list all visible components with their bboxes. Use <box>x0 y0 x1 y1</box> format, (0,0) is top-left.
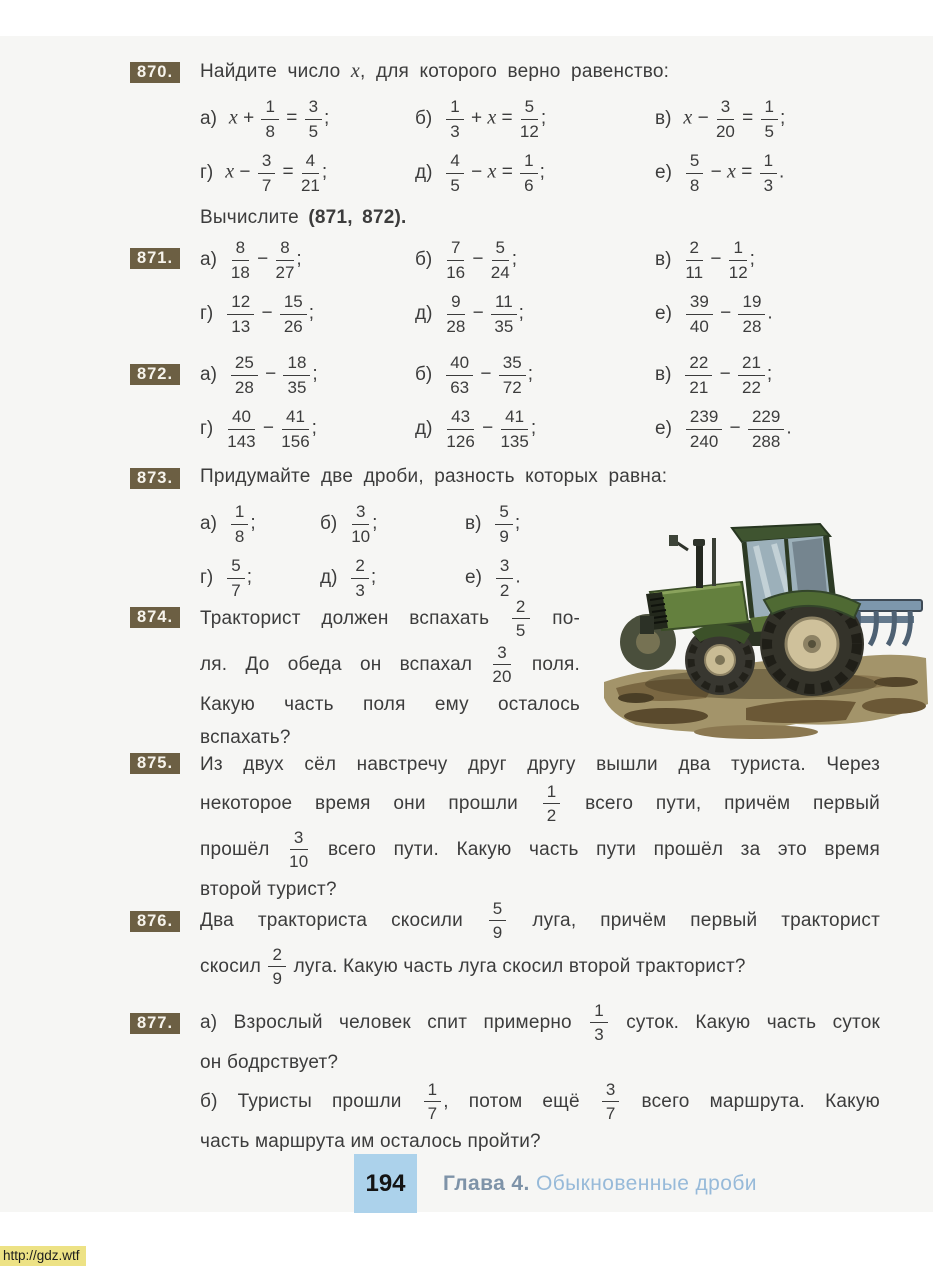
problem-line: а) Взрослый человек спит примерно $\frac{1}{3}$ суток. Какую часть суток <box>200 1001 880 1045</box>
equation-cell <box>415 146 655 200</box>
fraction <box>275 238 294 281</box>
denominator: 288 <box>751 431 781 451</box>
equation-row <box>200 287 880 341</box>
item-label: е) <box>655 162 672 183</box>
fraction <box>512 597 530 640</box>
equation: $\frac{1}{3}$ + x = $\frac{5}{12}$ ; <box>444 97 546 140</box>
denominator: 3 <box>763 175 774 195</box>
fraction <box>283 353 310 396</box>
fraction <box>446 292 465 335</box>
problem-line: вспахать? <box>200 727 291 748</box>
item-label: е) <box>465 567 482 588</box>
numerator: 2 <box>268 945 286 967</box>
equation: $\frac{2}{3}$ ; <box>349 556 376 599</box>
problem-intro: Придумайте две дроби, разность которых равна: <box>200 466 668 487</box>
item-label: в) <box>655 249 672 270</box>
item-label: г) <box>200 303 214 324</box>
fraction <box>281 407 309 450</box>
item-label: д) <box>415 162 433 183</box>
problem-body <box>200 56 880 200</box>
denominator: 2 <box>499 580 510 600</box>
fraction <box>446 407 474 450</box>
equation-cell <box>655 146 784 200</box>
problem-line: б) Туристы прошли $\frac{1}{7}$ , потом ещё $\frac{3}{7}$ всего маршрута. Какую <box>200 1080 880 1124</box>
equation-grid <box>200 233 880 341</box>
fraction <box>761 97 778 140</box>
numerator: 1 <box>543 782 561 804</box>
numerator: 35 <box>499 353 526 375</box>
numerator: 39 <box>686 292 713 314</box>
fraction <box>496 556 513 599</box>
tractor-svg <box>596 492 932 750</box>
equation-row <box>200 233 880 287</box>
math-variable: x <box>487 161 497 184</box>
denominator: 40 <box>689 316 709 336</box>
fraction <box>261 97 278 140</box>
equation-cell <box>415 402 655 456</box>
chapter-number: Глава 4. <box>443 1172 530 1195</box>
item-label: а) <box>200 249 217 270</box>
fraction <box>446 238 465 281</box>
item-label: г) <box>200 162 214 183</box>
numerator: 3 <box>602 1080 620 1102</box>
chapter-title <box>443 1172 757 1196</box>
denominator: 27 <box>275 262 295 282</box>
numerator: 5 <box>489 899 507 921</box>
numerator: 5 <box>227 556 244 578</box>
denominator: 7 <box>605 1104 616 1124</box>
calc-heading-normal: Вычислите <box>200 207 309 228</box>
numerator: 5 <box>686 151 703 173</box>
denominator: 5 <box>764 121 775 141</box>
denominator: 3 <box>594 1025 604 1045</box>
problem-body <box>200 898 880 990</box>
problem-line: Тракторист должен вспахать $\frac{2}{5}$ по- <box>200 597 580 641</box>
problem-number-badge: 874. <box>130 607 180 628</box>
fraction <box>305 97 322 140</box>
numerator: 3 <box>352 502 369 524</box>
problem-872 <box>130 348 880 456</box>
item-label: б) <box>415 249 433 270</box>
equation-cell <box>465 497 520 551</box>
numerator: 22 <box>685 353 712 375</box>
denominator: 24 <box>490 262 510 282</box>
fraction <box>491 292 517 335</box>
calc-heading-bold: (871, 872). <box>308 207 407 228</box>
denominator: 63 <box>450 377 470 397</box>
problem-line: он бодрствует? <box>200 1052 339 1073</box>
equation-cell <box>320 497 465 551</box>
problem-line: Два тракториста скосили $\frac{5}{9}$ луга, причём первый тракторист <box>200 899 881 943</box>
numerator: 7 <box>447 238 464 260</box>
fraction <box>231 502 248 545</box>
fraction <box>686 407 722 450</box>
item-label: в) <box>655 108 672 129</box>
numerator: 15 <box>280 292 307 314</box>
fraction <box>686 292 713 335</box>
numerator: 41 <box>282 407 309 429</box>
fraction <box>280 292 307 335</box>
item-label: е) <box>655 418 672 439</box>
equation: $\frac{4}{5}$ − x = $\frac{1}{6}$ ; <box>444 151 544 194</box>
fraction <box>489 899 507 942</box>
numerator: 8 <box>276 238 293 260</box>
denominator: 7 <box>427 1104 438 1124</box>
numerator: 3 <box>496 556 513 578</box>
equation-cell <box>415 92 655 146</box>
math-variable: x <box>228 107 238 130</box>
numerator: 2 <box>351 556 368 578</box>
numerator: 2 <box>512 597 530 619</box>
equation: $\frac{1}{8}$ ; <box>229 502 256 545</box>
equation-row <box>200 146 880 200</box>
problem-line: Какую часть поля ему осталось <box>200 694 580 715</box>
equation-cell <box>200 92 415 146</box>
fraction <box>227 407 255 450</box>
equation-cell <box>200 497 320 551</box>
problem-876 <box>130 898 880 990</box>
problem-body <box>200 348 880 456</box>
equation: $\frac{2}{11}$ − $\frac{1}{12}$ ; <box>685 238 755 282</box>
denominator: 18 <box>230 262 250 282</box>
denominator: 11 <box>685 262 704 282</box>
numerator: 43 <box>447 407 474 429</box>
numerator: 1 <box>446 97 463 119</box>
denominator: 5 <box>450 175 460 195</box>
denominator: 26 <box>283 316 303 336</box>
denominator: 156 <box>281 431 310 451</box>
math-variable: x <box>225 161 235 184</box>
item-label: б) <box>415 108 433 129</box>
denominator: 240 <box>689 431 719 451</box>
equation-cell <box>655 348 772 402</box>
denominator: 21 <box>300 175 320 195</box>
equation-row <box>200 402 880 456</box>
denominator: 28 <box>742 316 762 336</box>
fraction <box>500 407 528 450</box>
watermark-url: http://gdz.wtf <box>0 1246 86 1266</box>
denominator: 6 <box>524 175 534 195</box>
problem-intro: Найдите число x, для которого верно равенство: <box>200 60 670 82</box>
denominator: 12 <box>728 262 748 282</box>
denominator: 10 <box>289 852 309 872</box>
numerator: 1 <box>231 502 248 524</box>
item-label: б) <box>320 513 338 534</box>
denominator: 9 <box>272 969 283 989</box>
equation: $\frac{39}{40}$ − $\frac{19}{28}$ . <box>684 292 773 335</box>
problem-875 <box>130 748 880 906</box>
denominator: 8 <box>689 175 700 195</box>
fraction <box>227 292 254 335</box>
numerator: 4 <box>446 151 463 173</box>
denominator: 3 <box>355 580 365 600</box>
fraction <box>499 353 526 396</box>
numerator: 3 <box>290 828 308 850</box>
equation-grid <box>200 92 880 200</box>
numerator: 1 <box>761 97 778 119</box>
fraction <box>685 353 712 396</box>
numerator: 1 <box>590 1001 608 1023</box>
equation: x − $\frac{3}{7}$ = $\frac{4}{21}$ ; <box>225 151 328 195</box>
numerator: 41 <box>501 407 528 429</box>
fraction <box>351 556 368 599</box>
fraction <box>446 151 463 194</box>
numerator: 18 <box>283 353 310 375</box>
chapter-name: Обыкновенные дроби <box>536 1172 757 1195</box>
numerator: 1 <box>760 151 777 173</box>
fraction <box>231 353 258 396</box>
fraction <box>738 292 765 335</box>
problem-line: скосил $\frac{2}{9}$ луга. Какую часть луга скосил второй тракторист? <box>200 945 746 989</box>
item-label: д) <box>415 418 433 439</box>
denominator: 12 <box>519 121 539 141</box>
denominator: 126 <box>446 431 475 451</box>
problem-874 <box>130 596 580 754</box>
problem-877 <box>130 1000 880 1158</box>
problem-line: второй турист? <box>200 879 337 900</box>
numerator: 12 <box>227 292 254 314</box>
numerator: 5 <box>521 97 538 119</box>
fraction <box>543 782 561 825</box>
numerator: 40 <box>446 353 473 375</box>
denominator: 28 <box>446 316 466 336</box>
equation: $\frac{40}{143}$ − $\frac{41}{156}$ ; <box>227 407 317 451</box>
equation-cell <box>655 233 755 287</box>
problem-number-badge: 871. <box>130 248 180 269</box>
numerator: 239 <box>686 407 722 429</box>
page-number: 194 <box>365 1170 406 1197</box>
fraction <box>760 151 777 194</box>
equation: $\frac{3}{2}$ . <box>494 556 521 599</box>
math-variable: x <box>727 161 736 184</box>
equation-cell <box>200 402 415 456</box>
equation-row <box>200 92 880 146</box>
item-label: д) <box>415 303 433 324</box>
equation: x − $\frac{3}{20}$ = $\frac{1}{5}$ ; <box>683 97 786 141</box>
problem-number-badge: 877. <box>130 1013 180 1034</box>
denominator: 8 <box>265 121 275 141</box>
denominator: 22 <box>742 377 761 397</box>
problem-number-badge: 875. <box>130 753 180 774</box>
denominator: 8 <box>234 526 245 546</box>
equation: $\frac{9}{28}$ − $\frac{11}{35}$ ; <box>446 292 524 336</box>
equation-cell <box>200 233 415 287</box>
equation-cell <box>200 287 415 341</box>
item-label: а) <box>200 364 217 385</box>
math-variable: x <box>350 60 360 82</box>
item-label: е) <box>655 303 672 324</box>
math-variable: x <box>683 107 693 130</box>
equation: $\frac{43}{126}$ − $\frac{41}{135}$ ; <box>446 407 537 451</box>
problem-body <box>200 233 880 341</box>
denominator: 5 <box>515 621 526 641</box>
problem-number-badge: 872. <box>130 364 180 385</box>
denominator: 7 <box>231 580 241 600</box>
denominator: 20 <box>715 121 735 141</box>
equation-grid <box>200 348 880 456</box>
problem-number-badge: 876. <box>130 911 180 932</box>
problem-line: часть маршрута им осталось пройти? <box>200 1131 541 1152</box>
numerator: 4 <box>302 151 319 173</box>
denominator: 35 <box>287 377 307 397</box>
fraction <box>729 238 748 281</box>
fraction <box>492 643 511 686</box>
fraction <box>748 407 784 450</box>
denominator: 5 <box>308 121 319 141</box>
problem-body <box>200 748 880 906</box>
equation-cell <box>655 287 773 341</box>
numerator: 9 <box>447 292 464 314</box>
fraction <box>351 502 370 545</box>
problem-line: Из двух сёл навстречу друг другу вышли два туриста. Через <box>200 754 880 775</box>
numerator: 1 <box>261 97 278 119</box>
problem-line: прошёл $\frac{3}{10}$ всего пути. Какую часть пути прошёл за это время <box>200 828 881 872</box>
fraction <box>602 1080 620 1123</box>
equation: x + $\frac{1}{8}$ = $\frac{3}{5}$ ; <box>228 97 330 141</box>
fraction <box>424 1080 442 1123</box>
denominator: 21 <box>689 377 709 397</box>
equation: $\frac{5}{7}$ ; <box>225 556 252 599</box>
numerator: 19 <box>738 292 765 314</box>
item-label: б) <box>415 364 433 385</box>
equation-cell <box>655 92 785 146</box>
fraction <box>685 238 703 281</box>
denominator: 28 <box>234 377 254 397</box>
equation: $\frac{40}{63}$ − $\frac{35}{72}$ ; <box>444 353 533 396</box>
problem-number-badge: 873. <box>130 468 180 489</box>
problem-line: ля. До обеда он вспахал $\frac{3}{20}$ поля. <box>200 643 580 687</box>
denominator: 72 <box>502 377 522 397</box>
fraction <box>227 556 244 599</box>
item-label: г) <box>200 418 214 439</box>
equation-cell <box>415 348 655 402</box>
numerator: 3 <box>717 97 734 119</box>
numerator: 2 <box>686 238 703 260</box>
fraction <box>491 238 510 281</box>
denominator: 9 <box>499 526 509 546</box>
item-label: в) <box>655 364 672 385</box>
fraction <box>301 151 320 194</box>
fraction <box>520 97 539 140</box>
problem-body <box>200 1000 880 1158</box>
problem-body <box>200 596 580 754</box>
denominator: 3 <box>450 121 460 141</box>
fraction <box>738 353 765 396</box>
numerator: 11 <box>491 292 517 314</box>
equation-cell <box>415 233 655 287</box>
equation-cell <box>200 348 415 402</box>
fraction <box>258 151 275 194</box>
item-label: г) <box>200 567 214 588</box>
calc-heading <box>200 207 406 229</box>
numerator: 1 <box>424 1080 442 1102</box>
fraction <box>520 151 537 194</box>
equation: $\frac{239}{240}$ − $\frac{229}{288}$ . <box>684 407 792 450</box>
equation: $\frac{8}{18}$ − $\frac{8}{27}$ ; <box>230 238 302 282</box>
numerator: 3 <box>493 643 511 665</box>
denominator: 143 <box>227 431 256 451</box>
fraction <box>289 828 308 871</box>
fraction <box>686 151 703 194</box>
tractor-illustration <box>596 492 932 755</box>
fraction <box>716 97 735 140</box>
equation: $\frac{5}{8}$ − x = $\frac{1}{3}$ . <box>684 151 784 194</box>
equation: $\frac{5}{9}$ ; <box>493 502 520 545</box>
fraction <box>495 502 512 545</box>
equation-cell <box>415 287 655 341</box>
numerator: 3 <box>258 151 275 173</box>
denominator: 9 <box>492 923 503 943</box>
item-label: а) <box>200 108 217 129</box>
item-label: д) <box>320 567 338 588</box>
equation: $\frac{22}{21}$ − $\frac{21}{22}$ ; <box>683 353 772 396</box>
equation: $\frac{3}{10}$ ; <box>351 502 378 546</box>
denominator: 2 <box>546 806 557 826</box>
denominator: 35 <box>494 316 514 336</box>
numerator: 1 <box>520 151 537 173</box>
equation-cell <box>655 402 792 456</box>
numerator: 25 <box>231 353 258 375</box>
fraction <box>446 353 473 396</box>
numerator: 3 <box>305 97 322 119</box>
numerator: 1 <box>729 238 746 260</box>
denominator: 20 <box>492 667 512 687</box>
denominator: 135 <box>500 431 529 451</box>
numerator: 40 <box>228 407 255 429</box>
problem-line: некоторое время они прошли $\frac{1}{2}$ всего пути, причём первый <box>200 782 880 826</box>
equation-row <box>200 348 880 402</box>
denominator: 10 <box>351 526 371 546</box>
item-label: в) <box>465 513 482 534</box>
equation: $\frac{25}{28}$ − $\frac{18}{35}$ ; <box>229 353 318 396</box>
problem-871 <box>130 233 880 341</box>
denominator: 7 <box>261 175 272 195</box>
fraction <box>231 238 250 281</box>
fraction <box>268 945 286 988</box>
denominator: 13 <box>231 316 251 336</box>
item-label: а) <box>200 513 217 534</box>
page-number-box <box>354 1154 417 1213</box>
problem-number-badge: 870. <box>130 62 180 83</box>
fraction <box>590 1001 608 1044</box>
numerator: 5 <box>495 502 512 524</box>
math-variable: x <box>487 107 497 130</box>
numerator: 5 <box>492 238 509 260</box>
numerator: 8 <box>232 238 249 260</box>
numerator: 229 <box>748 407 784 429</box>
equation-cell <box>200 146 415 200</box>
denominator: 16 <box>446 262 466 282</box>
equation: $\frac{12}{13}$ − $\frac{15}{26}$ ; <box>225 292 314 335</box>
problem-870 <box>130 56 880 200</box>
equation: $\frac{7}{16}$ − $\frac{5}{24}$ ; <box>446 238 517 282</box>
fraction <box>446 97 463 140</box>
numerator: 21 <box>738 353 765 375</box>
